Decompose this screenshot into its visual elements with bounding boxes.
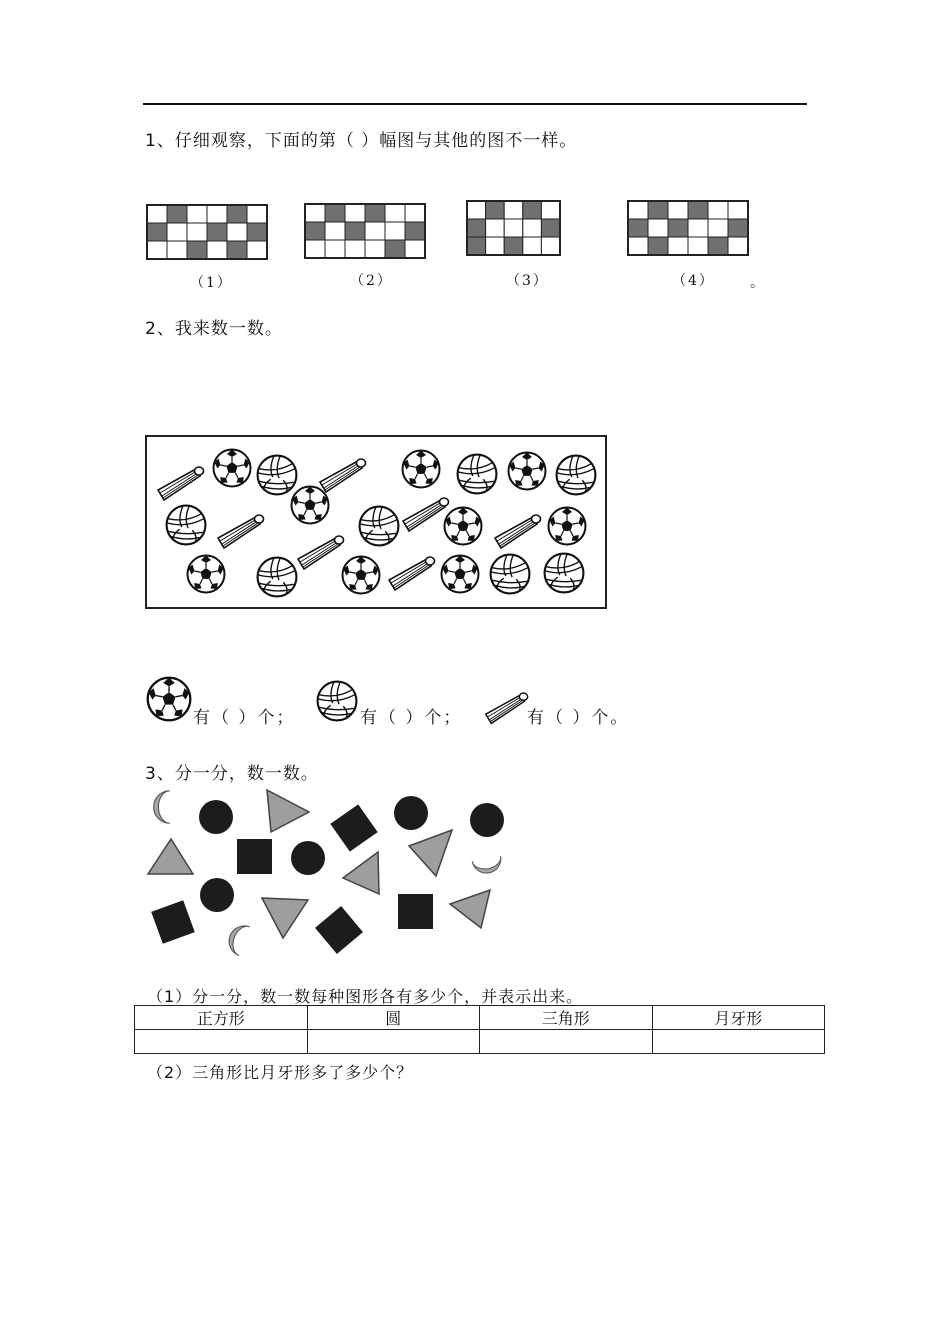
grid-figure-4 bbox=[627, 200, 751, 258]
triangle-count-cell[interactable] bbox=[480, 1030, 653, 1054]
table-header-crescent: 月牙形 bbox=[652, 1006, 825, 1030]
soccer-count-blank[interactable]: 有（ ）个； bbox=[193, 708, 296, 728]
table-header-row bbox=[135, 1006, 825, 1030]
crescent-count-cell[interactable] bbox=[652, 1030, 825, 1054]
subquestion-2-text: （2）三角形比月牙形多了多少个？ bbox=[147, 1063, 414, 1082]
circle-count-cell[interactable] bbox=[307, 1030, 480, 1054]
top-rule bbox=[143, 103, 807, 105]
soccer-ball-icon bbox=[146, 676, 192, 722]
shapes-picture bbox=[145, 782, 515, 962]
table-answer-row bbox=[135, 1030, 825, 1054]
shuttlecock-count-blank[interactable]: 有（ ）个。 bbox=[527, 708, 630, 728]
question-3-text: 3、分一分，数一数。 bbox=[145, 764, 319, 784]
table-header-square: 正方形 bbox=[135, 1006, 308, 1030]
square-count-cell[interactable] bbox=[135, 1030, 308, 1054]
subquestion-1-text: （1）分一分，数一数每种图形各有多少个，并表示出来。 bbox=[147, 987, 584, 1006]
grid-figure-2 bbox=[304, 203, 428, 261]
table-header-circle: 圆 bbox=[307, 1006, 480, 1030]
figure-caption-2: （2） bbox=[350, 273, 393, 289]
caption-end-mark: 。 bbox=[750, 275, 766, 291]
question-2-text: 2、我来数一数。 bbox=[145, 319, 283, 339]
shape-count-table bbox=[134, 1005, 825, 1054]
balls-picture bbox=[145, 435, 607, 609]
figure-caption-3: （3） bbox=[506, 273, 549, 289]
grid-figure-3 bbox=[466, 200, 562, 258]
grid-figure-1 bbox=[146, 204, 270, 262]
shuttlecock-icon bbox=[483, 682, 529, 728]
question-1-text: 1、仔细观察，下面的第（ ）幅图与其他的图不一样。 bbox=[145, 131, 578, 151]
volleyball-count-blank[interactable]: 有（ ）个； bbox=[360, 708, 463, 728]
table-header-triangle: 三角形 bbox=[480, 1006, 653, 1030]
figure-caption-4: （4） bbox=[672, 273, 715, 289]
figure-caption-1: （1） bbox=[190, 275, 233, 291]
volleyball-icon bbox=[316, 680, 358, 722]
